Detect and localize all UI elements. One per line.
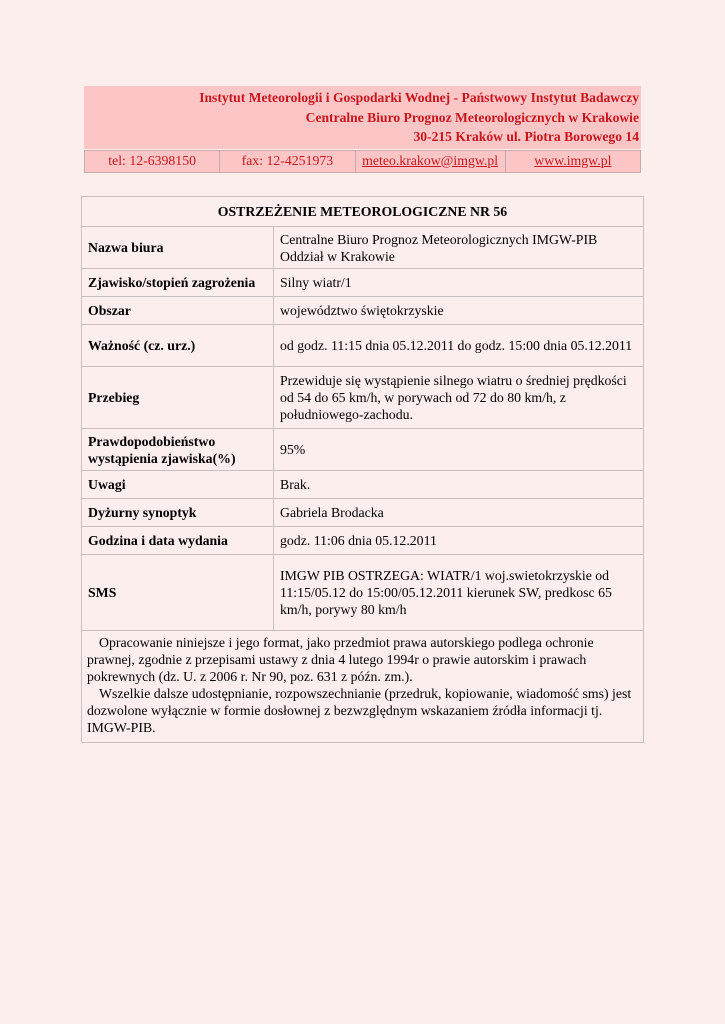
row-label: Przebieg xyxy=(82,367,274,429)
table-row xyxy=(82,297,644,325)
table-row xyxy=(82,325,644,367)
phone-number: tel: 12-6398150 xyxy=(85,151,220,172)
table-row xyxy=(82,269,644,297)
row-value: 95% xyxy=(274,429,644,471)
title-row xyxy=(82,197,644,227)
website-link[interactable]: www.imgw.pl xyxy=(534,152,612,168)
row-label: Godzina i data wydania xyxy=(82,527,274,555)
row-value: godz. 11:06 dnia 05.12.2011 xyxy=(274,527,644,555)
institute-name: Instytut Meteorologii i Gospodarki Wodnej - Państwowy Instytut Badawczy xyxy=(199,90,639,105)
row-label: Zjawisko/stopień zagrożenia xyxy=(82,269,274,297)
row-label: Ważność (cz. urz.) xyxy=(82,325,274,367)
office-address: 30-215 Kraków ul. Piotra Borowego 14 xyxy=(413,129,639,144)
warning-title: OSTRZEŻENIE METEOROLOGICZNE NR 56 xyxy=(82,197,644,227)
row-label: Nazwa biura xyxy=(82,227,274,269)
row-label: Prawdopodobieństwo wystąpienia zjawiska(%) xyxy=(82,429,274,471)
email-link[interactable]: meteo.krakow@imgw.pl xyxy=(356,151,506,172)
row-value: Gabriela Brodacka xyxy=(274,499,644,527)
row-value: IMGW PIB OSTRZEGA: WIATR/1 woj.swietokrzyskie od 11:15/05.12 do 15:00/05.12.2011 kierunek SW, predkosc 65 km/h, porywy 80 km/h xyxy=(274,555,644,631)
row-value: od godz. 11:15 dnia 05.12.2011 do godz. 15:00 dnia 05.12.2011 xyxy=(274,325,644,367)
row-value: Silny wiatr/1 xyxy=(274,269,644,297)
distribution-note: Wszelkie dalsze udostępnianie, rozpowszechnianie (przedruk, kopiowanie, wiadomość sms) jest dozwolone wyłącznie w formie dosłownej z bezwzględnym wskazaniem źródła informacji tj. IMGW-PIB. xyxy=(87,686,632,735)
table-row xyxy=(82,555,644,631)
legal-note-row xyxy=(82,631,644,743)
row-label: SMS xyxy=(82,555,274,631)
table-row xyxy=(82,367,644,429)
warning-table xyxy=(81,196,644,743)
copyright-note: Opracowanie niniejsze i jego format, jako przedmiot prawa autorskiego podlega ochronie prawnej, zgodnie z przepisami ustawy z dnia 4 lutego 1994r o prawie autorskim i prawach pokrewnych (dz. U. z 2006 r. Nr 90, poz. 631 z późn. zm.). xyxy=(87,635,594,684)
letterhead xyxy=(84,86,641,173)
row-value: województwo świętokrzyskie xyxy=(274,297,644,325)
office-name: Centralne Biuro Prognoz Meteorologicznych w Krakowie xyxy=(305,109,639,125)
fax-number: fax: 12-4251973 xyxy=(220,151,355,172)
contact-bar xyxy=(84,150,641,173)
table-row xyxy=(82,429,644,471)
legal-note xyxy=(82,631,644,743)
table-row xyxy=(82,527,644,555)
letterhead-band xyxy=(84,86,641,149)
table-row xyxy=(82,227,644,269)
row-label: Dyżurny synoptyk xyxy=(82,499,274,527)
row-label: Obszar xyxy=(82,297,274,325)
row-value: Brak. xyxy=(274,471,644,499)
table-row xyxy=(82,471,644,499)
row-value: Centralne Biuro Prognoz Meteorologicznych IMGW-PIB Oddział w Krakowie xyxy=(274,227,644,269)
row-label: Uwagi xyxy=(82,471,274,499)
row-value: Przewiduje się wystąpienie silnego wiatru o średniej prędkości od 54 do 65 km/h, w porywach od 72 do 80 km/h, z południowego-zachodu. xyxy=(274,367,644,429)
table-row xyxy=(82,499,644,527)
